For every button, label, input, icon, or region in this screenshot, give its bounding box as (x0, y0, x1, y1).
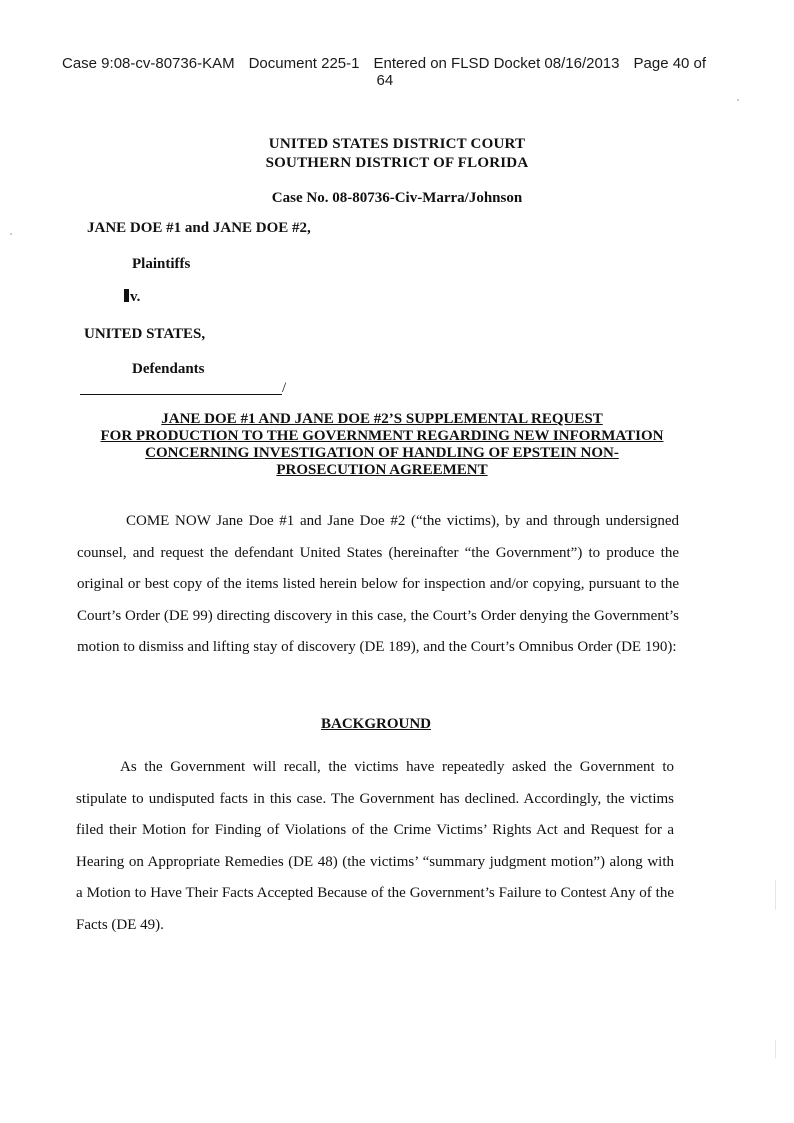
scan-speck (775, 880, 776, 910)
intro-paragraph: COME NOW Jane Doe #1 and Jane Doe #2 (“the victims), by and through undersigned counsel, and request the defendant United States (hereinafter “the Government”) to produce the original or best copy of the items listed herein below for inspection and/or copying, pursuant to the Court’s Order (DE 99) directing discovery in this case, the Court’s Order denying the Government’s motion to dismiss and lifting stay of discovery (DE 189), and the Court’s Omnibus Order (DE 190): (77, 513, 679, 655)
versus-line (124, 289, 140, 306)
header-page: Page 40 of (633, 55, 707, 72)
title-line2: FOR PRODUCTION TO THE GOVERNMENT REGARDING NEW INFORMATION (100, 428, 664, 444)
header-page-total: 64 (376, 72, 394, 89)
title-line1: JANE DOE #1 AND JANE DOE #2’S SUPPLEMENTAL REQUEST (161, 411, 603, 427)
ink-mark (124, 289, 129, 302)
header-document-number: Document 225-1 (248, 55, 360, 72)
header-entered: Entered on FLSD Docket 08/16/2013 (373, 55, 620, 72)
defendants-label: Defendants (132, 361, 205, 377)
versus-text: v. (130, 289, 141, 305)
plaintiffs-names: JANE DOE #1 and JANE DOE #2, (87, 220, 311, 236)
caption-rule (80, 394, 282, 395)
title-line3: CONCERNING INVESTIGATION OF HANDLING OF EPSTEIN NON- (145, 445, 619, 461)
header-entered-block (374, 55, 620, 89)
scan-speck (737, 99, 739, 101)
defendant-name: UNITED STATES, (84, 326, 206, 342)
scan-speck (10, 233, 12, 235)
document-title (82, 411, 682, 479)
header-case-number: Case 9:08-cv-80736-KAM (62, 55, 235, 72)
scan-speck (775, 1040, 776, 1058)
court-name-line1: UNITED STATES DISTRICT COURT (268, 136, 526, 152)
background-paragraph: As the Government will recall, the victims have repeatedly asked the Government to stipulate to undisputed facts in this case. The Government has declined. Accordingly, the victims filed their Motion for Finding of Violations of the Crime Victims’ Rights Act and Request for a Hearing on Appropriate Remedies (DE 48) (the victims’ “summary judgment motion”) along with a Motion to Have Their Facts Accepted Because of the Government’s Failure to Contest Any of the Facts (DE 49). (76, 759, 674, 933)
court-name-line2: SOUTHERN DISTRICT OF FLORIDA (265, 155, 529, 171)
background-heading: BACKGROUND (320, 716, 431, 732)
title-line4: PROSECUTION AGREEMENT (276, 462, 488, 478)
case-number: Case No. 08-80736-Civ-Marra/Johnson (271, 190, 523, 206)
caption-slash: / (282, 380, 287, 396)
docket-header (62, 55, 742, 89)
plaintiffs-label: Plaintiffs (132, 256, 191, 272)
